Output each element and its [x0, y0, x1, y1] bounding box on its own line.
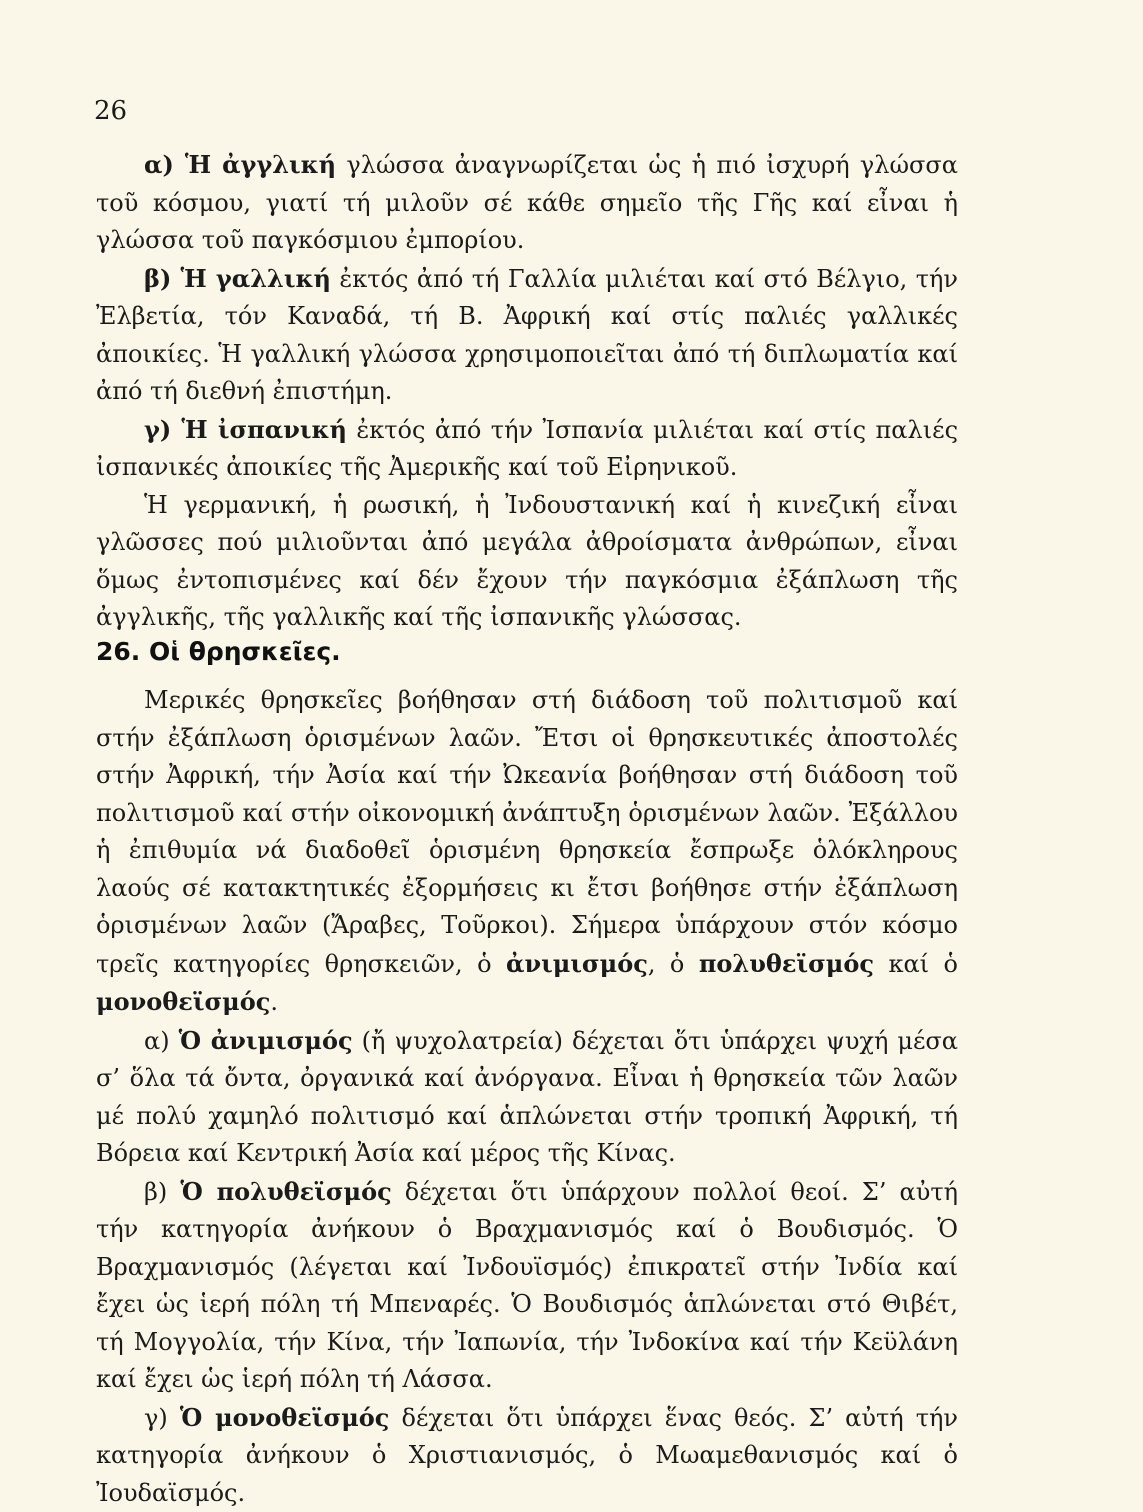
paragraph-animism-text: (ἤ ψυχολατρεία) δέχεται ὅτι ὑπάρχει ψυχή μέσα σ’ ὅλα τά ὄντα, ὀργανικά καί ἀνόργανα. Εἶναι ἡ θρησκεία τῶν λαῶν μέ πολύ χαμηλό πολιτισμό καί ἁπλώνεται στήν τροπική Ἀφρική, τή Βόρεια καί Κεντρική Ἀσία καί μέρος τῆς Κίνας. [96, 1027, 958, 1168]
term-polytheism-heading: Ὁ πολυθεϊσμός [180, 1177, 391, 1206]
paragraph-monotheism-text: δέχεται ὅτι ὑπάρχει ἕνας θεός. Σ’ αὐτή τήν κατηγορία ἀνήκουν ὁ Χριστιανισμός, ὁ Μωαμεθανισμός καί ὁ Ἰουδαϊσμός. [96, 1404, 958, 1507]
paragraph-other-languages: Ἡ γερμανική, ἡ ρωσική, ἡ Ἰνδουστανική καί ἡ κινεζική εἶναι γλῶσσες πού μιλιοῦνται ἀπό μεγάλα ἀθροίσματα ἀνθρώπων, εἶναι ὅμως ἐντοπισμένες καί δέν ἔχουν τήν παγκόσμια ἐξάπλωση τῆς ἀγγλικῆς, τῆς γαλλικῆς καί τῆς ἰσπανικῆς γλώσσας. [96, 487, 958, 637]
paragraph-french [96, 260, 958, 411]
term-animism-heading: Ὁ ἀνιμισμός [179, 1026, 353, 1055]
paragraph-animism [96, 1022, 958, 1173]
term-spanish: γ) Ἡ ἰσπανική [144, 415, 347, 444]
intro-text: Μερικές θρησκεῖες βοήθησαν στή διάδοση τοῦ πολιτισμοῦ καί στήν ἐξάπλωση ὁρισμένων λαῶν. Ἔτσι οἱ θρησκευτικές ἀποστολές στήν Ἀφρική, τήν Ἀσία καί τήν Ὠκεανία βοήθησαν στή διάδοση τοῦ πολιτισμοῦ καί στήν οἰκονομική ἀνάπτυξη ὁρισμένων λαῶν. Ἐξάλλου ἡ ἐπιθυμία νά διαδοθεῖ ὁρισμένη θρησκεία ἔσπρωξε ὁλόκληρους λαούς σέ κατακτητικές ἐξορμήσεις κι ἔτσι βοήθησε στήν ἐξάπλωση ὁρισμένων λαῶν (Ἄραβες, Τοῦρκοι). Σήμερα ὑπάρχουν στόν κόσμο τρεῖς κατηγορίες θρησκειῶν, ὁ [96, 686, 958, 978]
paragraph-french-text: ἐκτός ἀπό τή Γαλλία μιλιέται καί στό Βέλγιο, τήν Ἐλβετία, τόν Καναδά, τή Β. Ἀφρική καί στίς παλιές γαλλικές ἀποικίες. Ἡ γαλλική γλώσσα χρησιμοποιεῖται ἀπό τή διπλωματία καί ἀπό τή διεθνή ἐπιστήμη. [96, 265, 958, 406]
list-letter: γ) [144, 1404, 180, 1432]
paragraph-spanish-text: ἐκτός ἀπό τήν Ἰσπανία μιλιέται καί στίς παλιές ἰσπανικές ἀποικίες τῆς Ἀμερικῆς καί τοῦ Εἰρηνικοῦ. [96, 416, 958, 482]
intro-end: . [270, 988, 278, 1016]
paragraph-monotheism [96, 1399, 958, 1512]
languages-section [96, 146, 958, 637]
intro-separator: , ὁ [648, 950, 699, 978]
term-polytheism: πολυθεϊσμός [699, 949, 874, 978]
term-monotheism-heading: Ὁ μονοθεϊσμός [180, 1403, 390, 1432]
page-number: 26 [94, 96, 127, 126]
paragraph-english [96, 146, 958, 260]
section-heading: 26. Οἱ θρησκεῖες. [96, 634, 341, 670]
religions-section [96, 682, 958, 1512]
term-animism: ἀνιμισμός [506, 949, 648, 978]
intro-separator: καί ὁ [874, 950, 958, 978]
term-french: β) Ἡ γαλλική [144, 264, 331, 293]
list-letter: β) [144, 1178, 180, 1206]
paragraph-polytheism [96, 1173, 958, 1399]
paragraph-spanish [96, 411, 958, 487]
term-english: α) Ἡ ἀγγλική [144, 150, 336, 179]
paragraph-polytheism-text: δέχεται ὅτι ὑπάρχουν πολλοί θεοί. Σ’ αὐτή τήν κατηγορία ἀνήκουν ὁ Βραχμανισμός καί ὁ Βουδισμός. Ὁ Βραχμανισμός (λέγεται καί Ἰνδουϊσμός) ἐπικρατεῖ στήν Ἰνδία καί ἔχει ὡς ἱερή πόλη τή Μπεναρές. Ὁ Βουδισμός ἁπλώνεται στό Θιβέτ, τή Μογγολία, τήν Κίνα, τήν Ἰαπωνία, τήν Ἰνδοκίνα καί τήν Κεϋλάνη καί ἔχει ὡς ἱερή πόλη τή Λάσσα. [96, 1178, 958, 1394]
term-monotheism: μονοθεϊσμός [96, 987, 270, 1016]
list-letter: α) [144, 1027, 179, 1055]
paragraph-english-text: γλώσσα ἀναγνωρίζεται ὡς ἡ πιό ἰσχυρή γλώσσα τοῦ κόσμου, γιατί τή μιλοῦν σέ κάθε σημεῖο τῆς Γῆς καί εἶναι ἡ γλώσσα τοῦ παγκόσμιου ἐμπορίου. [96, 151, 958, 254]
paragraph-religions-intro [96, 682, 958, 1022]
